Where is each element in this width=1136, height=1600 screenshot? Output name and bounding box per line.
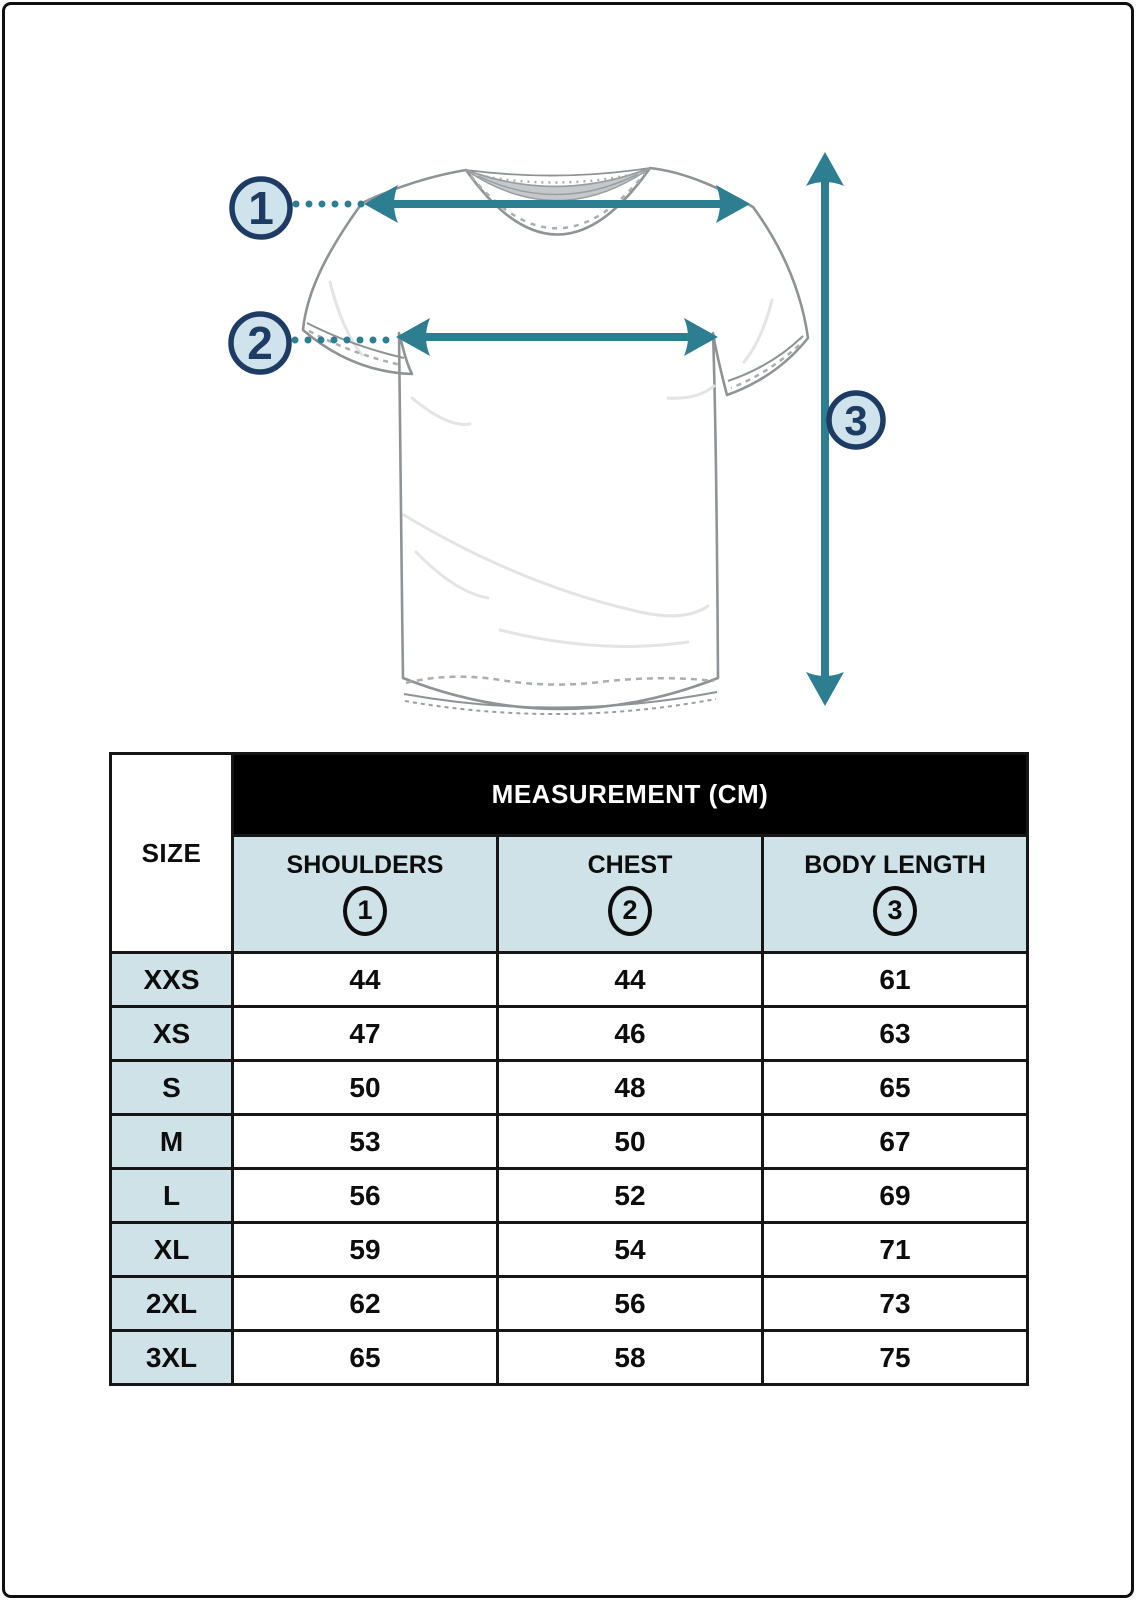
measurement-header: MEASUREMENT (CM) xyxy=(233,754,1028,836)
shoulders-cell: 47 xyxy=(233,1007,498,1061)
circled-3-icon: 3 xyxy=(873,886,917,936)
column-label: BODY LENGTH xyxy=(804,851,986,880)
size-cell: M xyxy=(111,1115,233,1169)
size-cell: XXS xyxy=(111,953,233,1007)
table-row xyxy=(111,1223,1028,1277)
size-measurement-table xyxy=(109,752,1029,1386)
size-cell: 2XL xyxy=(111,1277,233,1331)
tshirt-illustration xyxy=(303,168,808,714)
chest-cell: 56 xyxy=(498,1277,763,1331)
arrowhead-up xyxy=(806,152,844,186)
tshirt-measurement-diagram xyxy=(0,0,1136,752)
marker-1-shoulders xyxy=(232,179,290,237)
column-header-shoulders xyxy=(233,836,498,953)
size-cell: XS xyxy=(111,1007,233,1061)
size-cell: 3XL xyxy=(111,1331,233,1385)
table-row xyxy=(111,1007,1028,1061)
column-label: CHEST xyxy=(587,851,673,880)
shoulders-cell: 62 xyxy=(233,1277,498,1331)
marker-3-body-length xyxy=(829,393,883,447)
table-row xyxy=(111,1061,1028,1115)
table-subheader-row xyxy=(111,836,1028,953)
tshirt-body xyxy=(303,168,808,709)
chest-cell: 52 xyxy=(498,1169,763,1223)
shoulders-cell: 56 xyxy=(233,1169,498,1223)
marker-3-number: 3 xyxy=(844,397,868,444)
chest-cell: 50 xyxy=(498,1115,763,1169)
table-row xyxy=(111,953,1028,1007)
chest-cell: 44 xyxy=(498,953,763,1007)
shoulders-cell: 59 xyxy=(233,1223,498,1277)
body-length-cell: 65 xyxy=(763,1061,1028,1115)
marker-2-number: 2 xyxy=(247,317,273,369)
size-cell: L xyxy=(111,1169,233,1223)
body-length-cell: 75 xyxy=(763,1331,1028,1385)
size-column-header: SIZE xyxy=(111,754,233,953)
marker-1-number: 1 xyxy=(248,182,274,234)
chest-cell: 54 xyxy=(498,1223,763,1277)
table-row xyxy=(111,1115,1028,1169)
table-row xyxy=(111,1331,1028,1385)
arrowhead-down xyxy=(806,672,844,706)
column-header-chest xyxy=(498,836,763,953)
circled-2-icon: 2 xyxy=(608,886,652,936)
shoulders-cell: 65 xyxy=(233,1331,498,1385)
shoulders-cell: 50 xyxy=(233,1061,498,1115)
size-cell: XL xyxy=(111,1223,233,1277)
table-row xyxy=(111,1277,1028,1331)
circled-1-icon: 1 xyxy=(343,886,387,936)
chest-cell: 46 xyxy=(498,1007,763,1061)
table-header-row xyxy=(111,754,1028,836)
body-length-cell: 73 xyxy=(763,1277,1028,1331)
body-length-cell: 71 xyxy=(763,1223,1028,1277)
body-length-cell: 69 xyxy=(763,1169,1028,1223)
column-header-body-length xyxy=(763,836,1028,953)
body-length-cell: 63 xyxy=(763,1007,1028,1061)
size-cell: S xyxy=(111,1061,233,1115)
shoulders-cell: 44 xyxy=(233,953,498,1007)
chest-cell: 58 xyxy=(498,1331,763,1385)
chest-cell: 48 xyxy=(498,1061,763,1115)
table-row xyxy=(111,1169,1028,1223)
body-length-cell: 67 xyxy=(763,1115,1028,1169)
column-label: SHOULDERS xyxy=(286,851,444,880)
body-length-cell: 61 xyxy=(763,953,1028,1007)
marker-2-chest xyxy=(231,314,289,372)
shoulders-cell: 53 xyxy=(233,1115,498,1169)
